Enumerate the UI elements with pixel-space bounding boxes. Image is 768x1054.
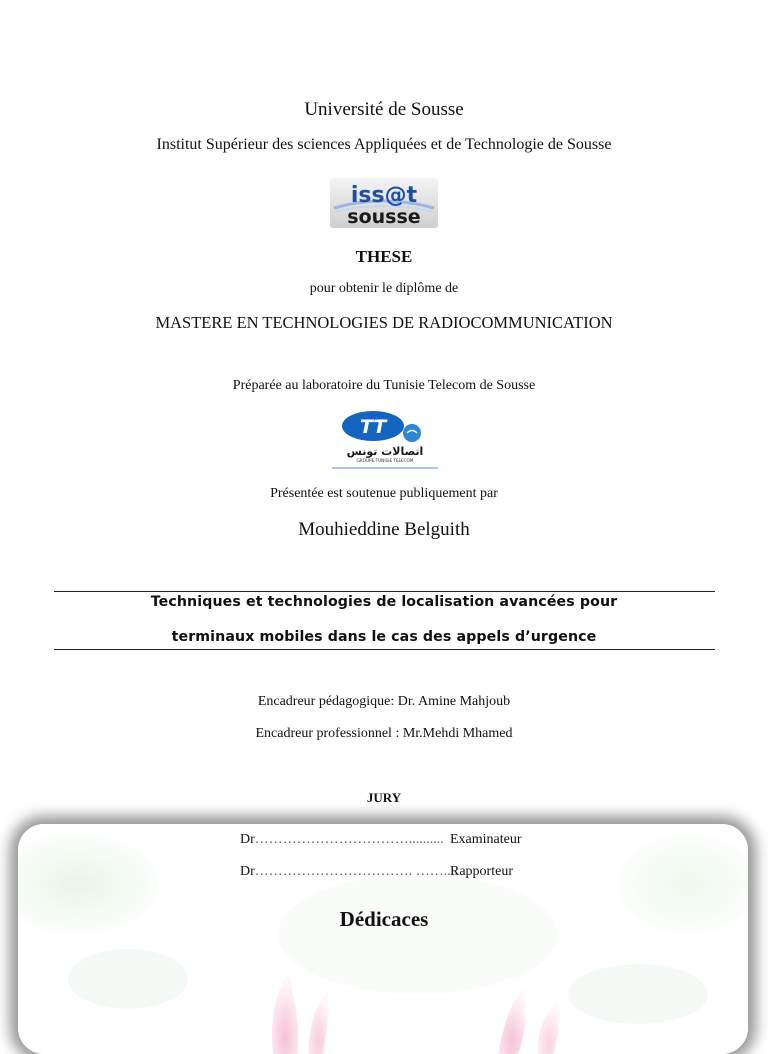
jury-member-prefix: Dr	[240, 864, 255, 879]
title-top-rule	[54, 591, 715, 592]
flower-background-image	[18, 824, 748, 1054]
thesis-type: THESE	[355, 247, 413, 266]
thesis-title-line-1: Techniques et technologies de localisation avancées pour	[150, 594, 618, 610]
professional-supervisor: Encadreur professionnel : Mr.Mehdi Mhamed	[255, 726, 513, 741]
svg-text:iss@t: iss@t	[350, 183, 418, 208]
jury-member-prefix: Dr	[240, 832, 255, 847]
jury-member-2-role: Rapporteur	[450, 864, 513, 879]
jury-member-dots: ……………………………..........	[254, 832, 444, 847]
jury-member-2-name	[240, 864, 458, 880]
tunisie-telecom-logo	[328, 408, 442, 474]
dedication-page-frame	[18, 824, 748, 1054]
jury-member-1-name	[240, 832, 444, 848]
jury-heading: JURY	[366, 790, 402, 805]
issat-sousse-logo	[330, 178, 438, 228]
author-name: Mouhieddine Belguith	[298, 519, 470, 540]
title-bottom-rule	[54, 649, 715, 650]
institute-name: Institut Supérieur des sciences Appliquées et de Technologie de Sousse	[156, 136, 612, 153]
dedication-heading: Dédicaces	[339, 907, 429, 931]
svg-text:اتصالات تونس: اتصالات تونس	[346, 445, 424, 458]
svg-text:TT: TT	[359, 416, 387, 438]
jury-member-1-role: Examinateur	[450, 832, 522, 847]
university-name: Université de Sousse	[304, 99, 464, 120]
thesis-purpose: pour obtenir le diplôme de	[309, 281, 459, 296]
svg-text:sousse: sousse	[347, 206, 421, 228]
thesis-title-line-2: terminaux mobiles dans le cas des appels d’urgence	[171, 629, 597, 645]
academic-supervisor: Encadreur pédagogique: Dr. Amine Mahjoub	[257, 694, 511, 709]
degree-title: MASTERE EN TECHNOLOGIES DE RADIOCOMMUNICATION	[155, 313, 613, 332]
presented-by-statement: Présentée est soutenue publiquement par	[270, 486, 498, 501]
svg-text:GROUPE TUNISIE TELECOM: GROUPE TUNISIE TELECOM	[356, 458, 414, 463]
lab-statement: Préparée au laboratoire du Tunisie Telecom de Sousse	[232, 378, 536, 393]
jury-member-dots: ……………………………. ……....	[254, 864, 458, 879]
